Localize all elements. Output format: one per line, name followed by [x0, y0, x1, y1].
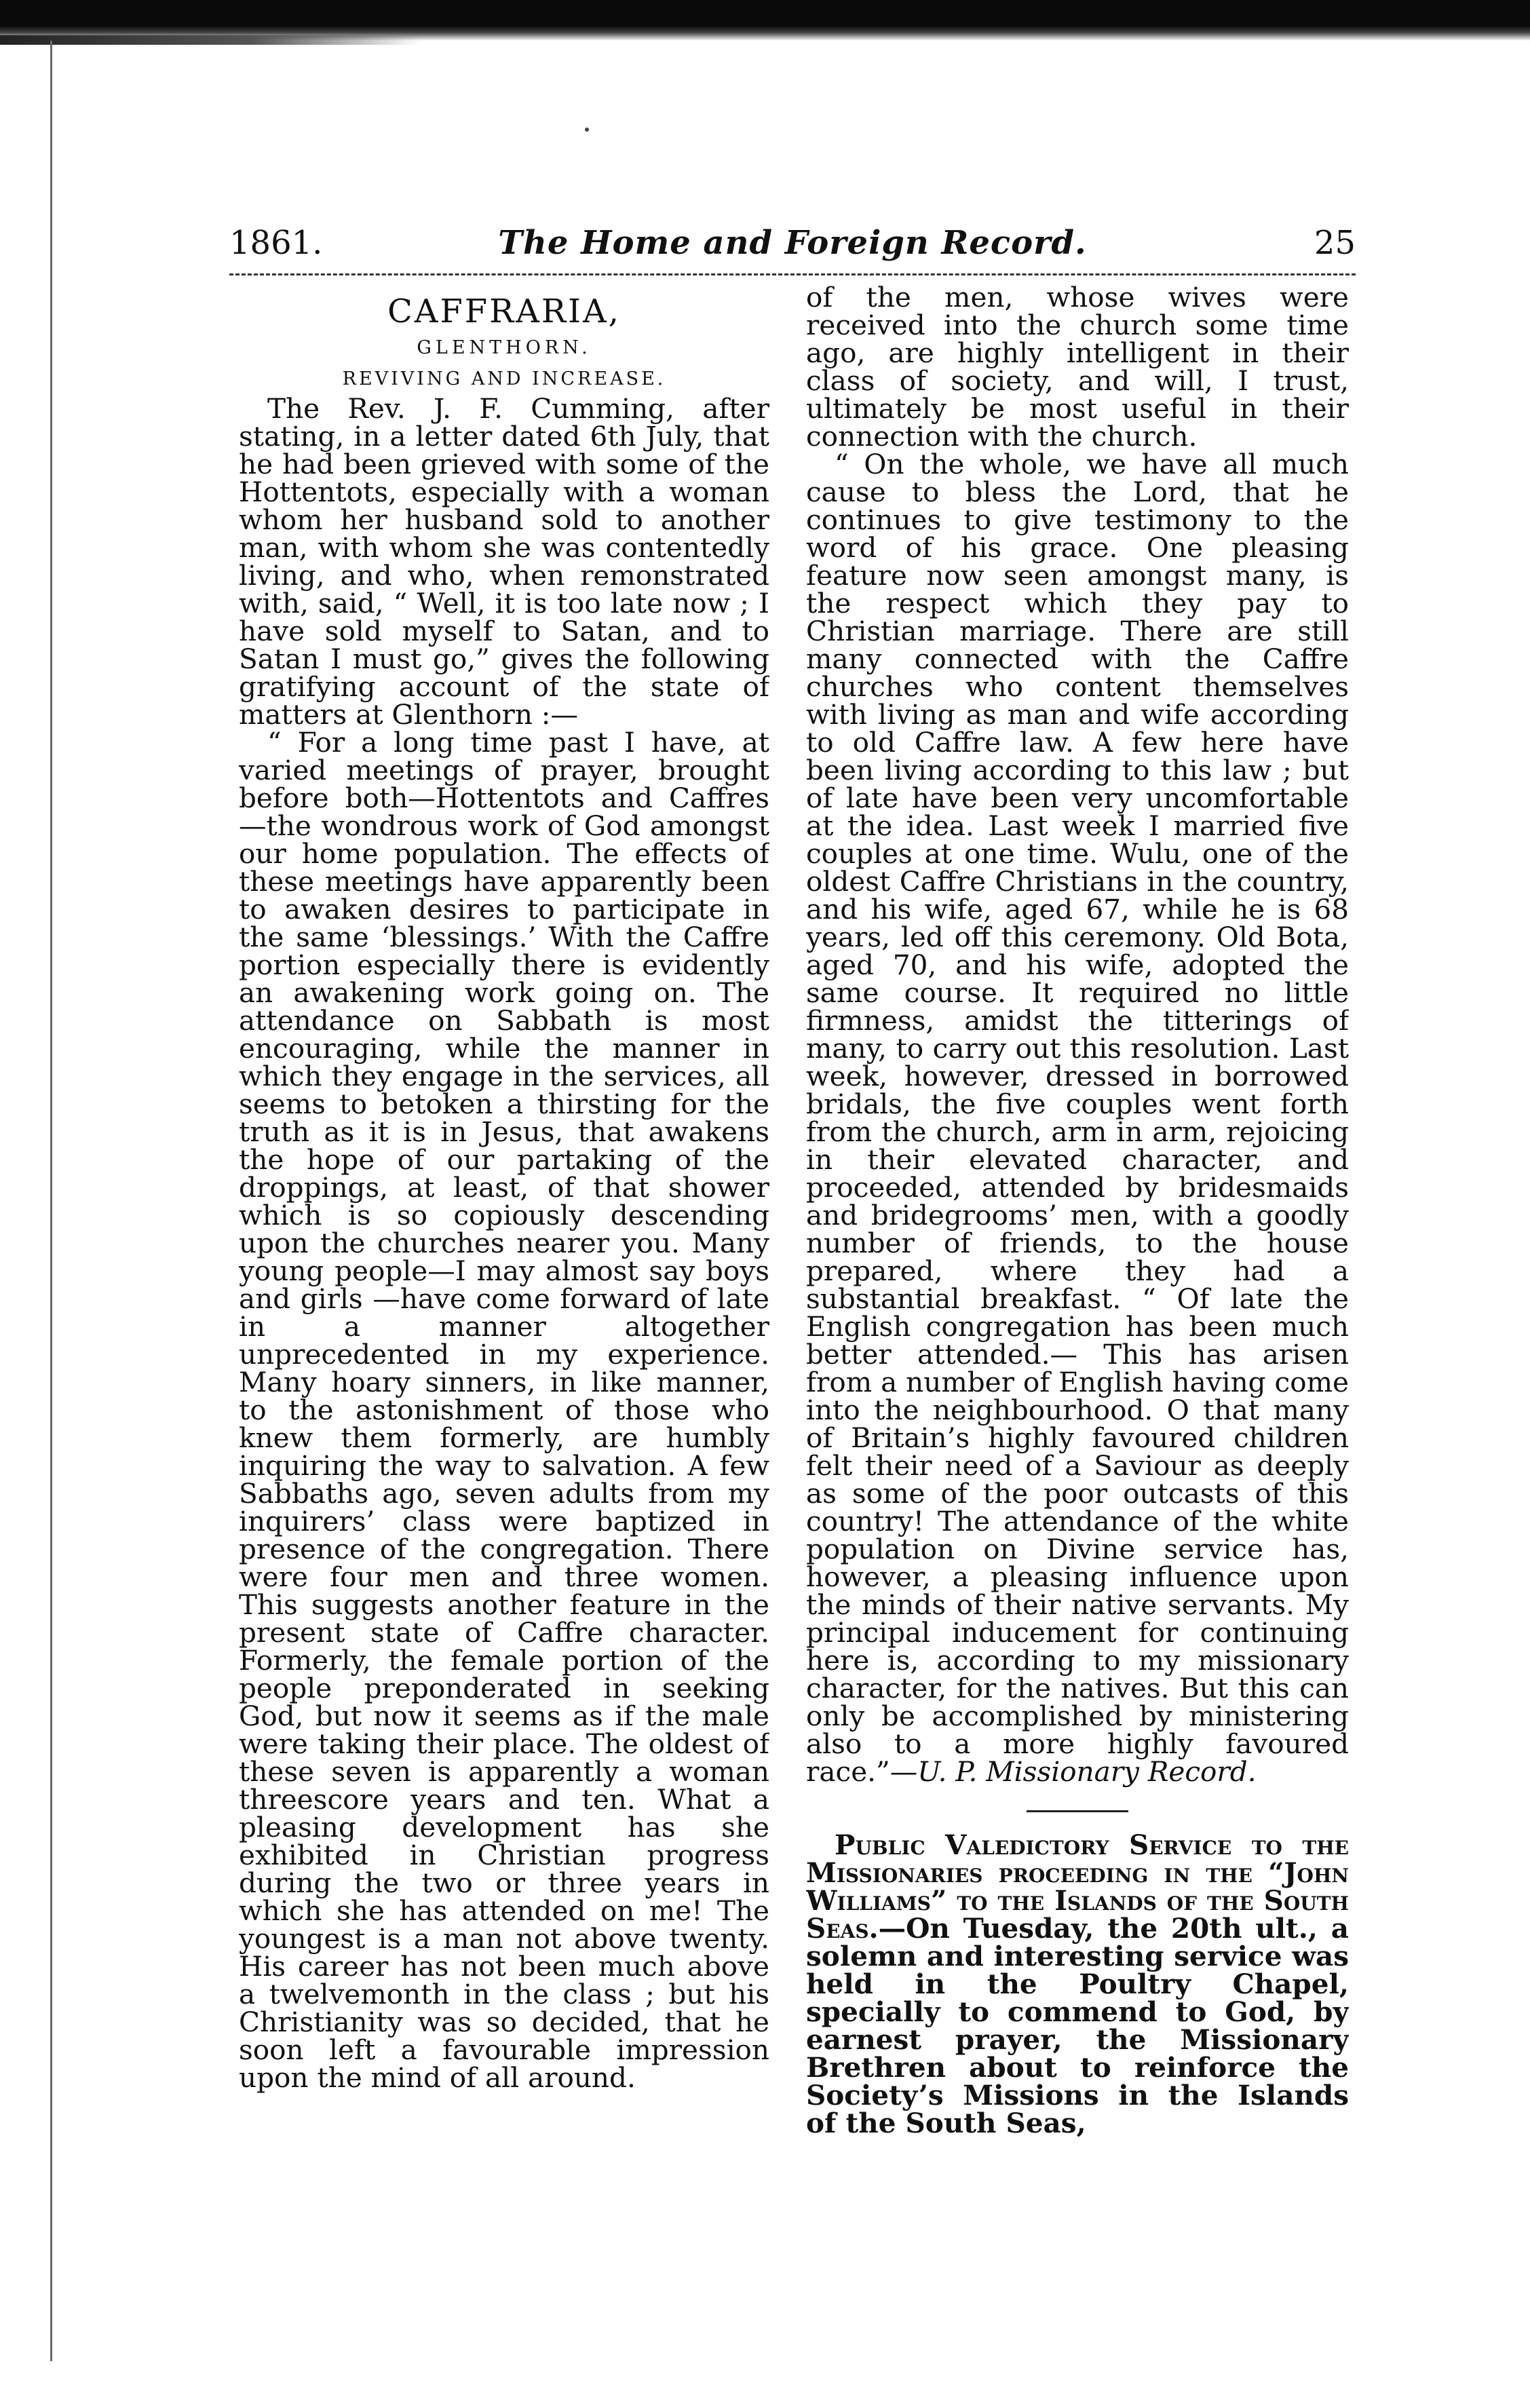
marriage-text: “ On the whole, we have all much cause to bless the Lord, that he continues to give testimony to the word of his grace. One pleasing feature now seen amongst many, is the respect which they pay to Christian marriage. There are still many connected with the Caffre churches who content themselves with living as man and wife according to old Caffre law. A few here have been living according to this law ; but of late have been very uncomfortable at the idea. Last week I married five couples at one time. Wulu, one of the oldest Caffre Christians in the country, and his wife, aged 67, while he is 68 years, led off this ceremony. Old Bota, aged 70, and his wife, adopted the same course. It required no little firmness, amidst the titterings of many, to carry out this resolution. Last week, however, dressed in borrowed bridals, the five couples went forth from the church, arm in arm, rejoicing in their elevated character, and proceeded, attended by bridesmaids and bridegrooms’ men, with a goodly number of friends, to the house prepared, where they had a substantial breakfast. “ Of late the English congregation has been much better attended.— This has arisen from a number of English having come into the neighbourhood. O that many of Britain’s highly favoured children felt their need of a Saviour as deeply as some of the poor outcasts of this country! The attendance of the white population on Divine service has, however, a pleasing influence upon the minds of their native servants. My principal inducement for continuing here is, according to my missionary character, for the natives. But this can only be accomplished by ministering also to a more highly favoured race.” [806, 448, 1349, 1788]
section-divider [1027, 1810, 1128, 1812]
right-column [806, 284, 1349, 2319]
header-year: 1861. [229, 224, 323, 262]
scan-top-border [0, 0, 1530, 41]
continued-paragraph: of the men, whose wives were received into the church some time ago, are highly intelligent in their class of society, and will, I trust, ultimately be most useful in their connection with the church. [806, 284, 1349, 453]
article-subtitle: REVIVING AND INCREASE. [342, 368, 666, 389]
valedictory-paragraph [806, 1831, 1349, 2137]
header-rule [229, 273, 1356, 275]
valedictory-title: Public Valedictory Service to the Missionaries proceeding in the “John Williams” to the Islands of the South Seas. [806, 1829, 1349, 1945]
article-place: GLENTHORN. [417, 337, 592, 358]
journal-title: The Home and Foreign Record. [498, 224, 1087, 262]
scan-speck [585, 128, 589, 132]
letter-paragraph: “ For a long time past I have, at varied meetings of prayer, brought before both—Hottentots and Caffres—the wondrous work of God amongst our home population. The effects of these meetings have apparently been to awaken desires to participate in the same ‘blessings.’ With the Caffre portion especially there is evidently an awakening work going on. The attendance on Sabbath is most encouraging, while the manner in which they engage in the services, all seems to betoken a thirsting for the truth as it is in Jesus, that awakens the hope of our partaking of the droppings, at least, of that shower which is so copiously descending upon the churches nearer you. Many young people—I may almost say boys and girls —have come forward of late in a manner altogether unprecedented in my experience. Many hoary sinners, in like manner, to the astonishment of those who knew them formerly, are humbly inquiring the way to salvation. A few Sabbaths ago, seven adults from my inquirers’ class were baptized in presence of the congregation. There were four men and three women. This suggests another feature in the present state of Caffre character. Formerly, the female portion of the people preponderated in seeking God, but now it seems as if the male were taking their place. The oldest of these seven is apparently a woman threescore years and ten. What a pleasing development has she exhibited in Christian progress during the two or three years in which she has attended on me! The youngest is a man not above twenty. His career has not been much above a twelvemonth in the class ; but his Christianity was so decided, that he soon left a favourable impression upon the mind of all around. [239, 726, 769, 2094]
left-column [239, 284, 769, 2319]
page-header [229, 216, 1356, 270]
marriage-paragraph [806, 448, 1349, 1788]
article-heading: CAFFRARIA, [387, 292, 621, 330]
page-number: 25 [1314, 224, 1356, 262]
page-margin-line [50, 41, 52, 2361]
source-citation: —U. P. Missionary Record. [890, 1755, 1257, 1788]
valedictory-text: —On Tuesday, the 20th ult., a solemn and interesting service was held in the Poultry Chapel, specially to commend to God, by earnest prayer, the Missionary Brethren about to reinforce the Society’s Missions in the Islands of the South Seas, [806, 1912, 1349, 2139]
intro-paragraph: The Rev. J. F. Cumming, after stating, in a letter dated 6th July, that he had been grieved with some of the Hottentots, especially with a woman whom her husband sold to another man, with whom she was contentedly living, and who, when remonstrated with, said, “ Well, it is too late now ; I have sold myself to Satan, and to Satan I must go,” gives the following gratifying account of the state of matters at Glenthorn :— [239, 392, 769, 731]
scan-top-shadow [0, 35, 421, 45]
